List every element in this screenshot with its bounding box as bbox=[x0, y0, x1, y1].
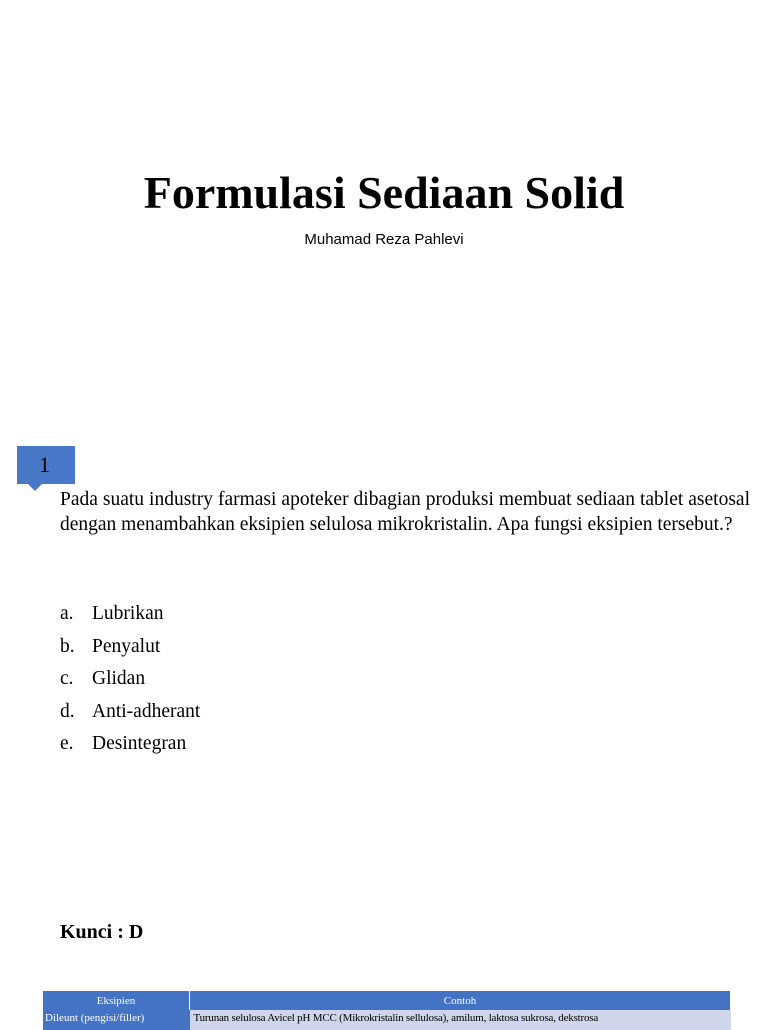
table-row bbox=[43, 1010, 731, 1030]
question-number-pointer bbox=[28, 484, 42, 491]
table-header-contoh: Contoh bbox=[190, 991, 731, 1010]
option-text: Penyalut bbox=[92, 635, 161, 657]
option-letter: c. bbox=[60, 668, 74, 689]
answer-option-b bbox=[60, 631, 200, 664]
answer-option-a bbox=[60, 598, 200, 631]
table-cell-excipient: Dileunt (pengisi/filler) bbox=[43, 1010, 190, 1030]
table-cell-example: Turunan selulosa Avicel pH MCC (Mikrokristalin sellulosa), amilum, laktosa sukrosa, dekstrosa bbox=[190, 1010, 731, 1030]
option-letter: a. bbox=[60, 603, 74, 624]
answer-options bbox=[60, 598, 200, 761]
option-letter: b. bbox=[60, 635, 75, 657]
question-number-badge: 1 bbox=[17, 446, 75, 484]
option-text: Desintegran bbox=[92, 733, 187, 754]
answer-option-e bbox=[60, 728, 200, 761]
presentation-title: Formulasi Sediaan Solid bbox=[143, 167, 625, 218]
option-letter: e. bbox=[60, 733, 74, 754]
author-name: Muhamad Reza Pahlevi bbox=[304, 231, 464, 248]
answer-option-c bbox=[60, 663, 200, 696]
table-header-row bbox=[43, 991, 731, 1010]
option-text: Glidan bbox=[92, 668, 146, 689]
table-header-eksipien: Eksipien bbox=[43, 991, 190, 1010]
answer-option-d bbox=[60, 696, 200, 729]
option-text: Lubrikan bbox=[92, 603, 164, 624]
option-text: Anti-adherant bbox=[92, 700, 201, 722]
question-text: Pada suatu industry farmasi apoteker dibagian produksi membuat sediaan tablet asetosal dengan menambahkan eksipien selulosa mikrokristalin. Apa fungsi eksipien tersebut.? bbox=[60, 489, 750, 535]
answer-key: Kunci : D bbox=[60, 921, 144, 943]
option-letter: d. bbox=[60, 700, 75, 722]
excipient-table bbox=[43, 991, 731, 1030]
